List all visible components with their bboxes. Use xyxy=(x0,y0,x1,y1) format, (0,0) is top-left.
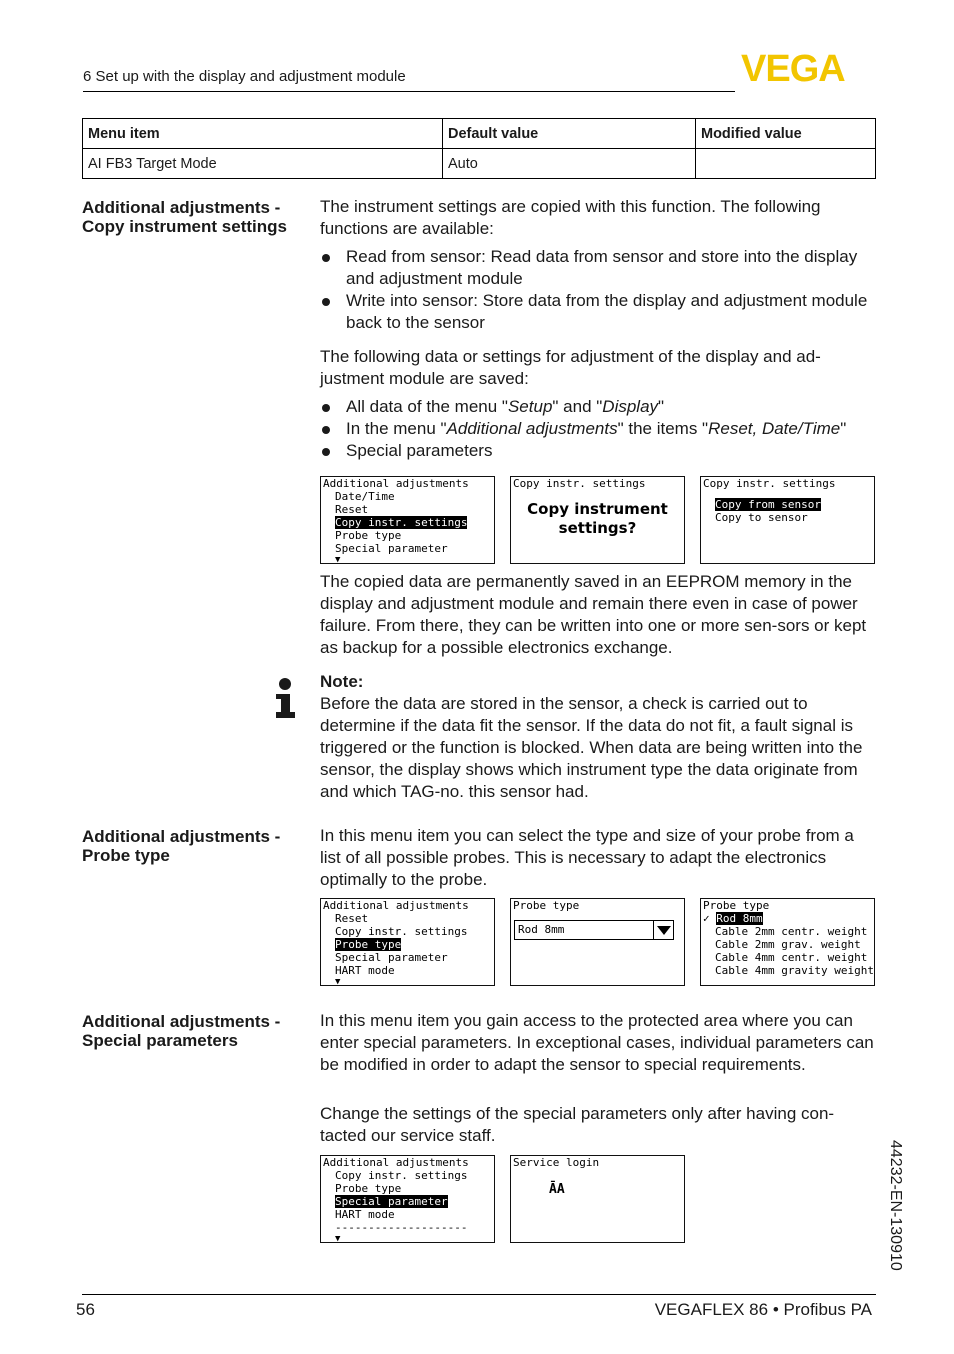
menu-item: Copy to sensor xyxy=(715,511,808,524)
menu-item: HART mode xyxy=(335,1208,395,1221)
note-text: Before the data are stored in the sensor, a check is carried out to determine if the data fit the sensor. If the data do not fit, a fault signal is triggered or the function is blocked. When data are being written into the sensor, the display shows which instrument type the data originate from and which TAG-no. this sensor had. xyxy=(320,694,863,801)
menu-item: Probe type xyxy=(335,1182,402,1195)
section-title: 6 Set up with the display and adjustment module xyxy=(83,68,406,85)
probe-type-dropdown xyxy=(514,920,674,940)
cell-menu-item: AI FB3 Target Mode xyxy=(83,149,443,179)
dropdown-value: Rod 8mm xyxy=(518,923,565,936)
page-number: 56 xyxy=(76,1300,95,1319)
lcd-screen-service-login xyxy=(510,1155,685,1243)
heading-line: Additional adjustments - xyxy=(82,1012,281,1031)
lcd-screen-probe-type-list xyxy=(700,898,875,986)
screen-title: Probe type xyxy=(513,899,580,912)
heading-line: Additional adjustments - xyxy=(82,827,281,846)
menu-item-selected: Copy from sensor xyxy=(715,498,821,511)
col-default-value: Default value xyxy=(443,119,696,149)
menu-item: Reset xyxy=(335,503,369,516)
confirm-question: Copy instrument settings? xyxy=(527,500,668,537)
menu-item: Cable 4mm centr. weight xyxy=(715,951,868,964)
screen-title: Additional adjustments xyxy=(323,899,469,912)
menu-item-selected: Rod 8mm xyxy=(716,912,763,925)
menu-item: Special parameter xyxy=(335,951,448,964)
menu-item: Cable 2mm grav. weight xyxy=(715,938,861,951)
table-header-row xyxy=(83,119,876,149)
eeprom-text: The copied data are permanently saved in an EEPROM memory in the display and adjustment module and remain there even in case of power failure. From there, they can be written into one or more sen-sors or kept as backup for a possible electronics exchange. xyxy=(320,572,867,657)
header-rule xyxy=(83,91,735,92)
svg-text:44232-EN-130910: 44232-EN-130910 xyxy=(887,1140,904,1271)
list-item: Special parameters xyxy=(320,440,876,462)
menu-item-selected: Probe type xyxy=(335,938,402,951)
heading-line: Special parameters xyxy=(82,1031,238,1050)
copy-functions-list xyxy=(320,246,876,334)
cell-default-value: Auto xyxy=(443,149,696,179)
scroll-down-icon: ▼ xyxy=(335,977,341,987)
screen-title: Service login xyxy=(513,1156,600,1169)
menu-item-selected: Copy instr. settings xyxy=(335,516,468,529)
login-input: ĀA xyxy=(549,1182,565,1197)
logo-text: VEGA xyxy=(741,48,845,90)
lcd-screen-copy-confirm xyxy=(510,476,685,564)
lcd-screen-additional-adjustments xyxy=(320,476,495,564)
special-params-text: In this menu item you gain access to the protected area where you can enter special parameters. In exceptional cases, individual parameters can be modified in order to adapt the sensor to special requirements. xyxy=(320,1011,874,1074)
copy-settings-intro: The instrument settings are copied with this function. The following functions are available: xyxy=(320,197,821,238)
table-row xyxy=(83,149,876,179)
vega-logo xyxy=(741,48,873,90)
list-item: Write into sensor: Store data from the display and adjustment module back to the sensor xyxy=(320,290,876,334)
info-icon xyxy=(275,678,297,720)
heading-line: Copy instrument settings xyxy=(82,217,287,236)
menu-item: Cable 4mm gravity weight xyxy=(715,964,874,977)
copy-settings-heading xyxy=(82,198,312,236)
saved-items-list xyxy=(320,396,876,462)
scroll-down-icon: ▼ xyxy=(335,555,341,565)
cell-modified-value xyxy=(696,149,876,179)
menu-item: Cable 2mm centr. weight xyxy=(715,925,868,938)
heading-line: Probe type xyxy=(82,846,170,865)
document-code xyxy=(868,1140,902,1292)
product-name: VEGAFLEX 86 • Profibus PA xyxy=(654,1300,872,1319)
list-item: All data of the menu "Setup" and "Display" xyxy=(320,396,876,418)
divider-line: -------------------- xyxy=(335,1221,468,1234)
check-icon: ✓ xyxy=(703,912,710,925)
heading-line: Additional adjustments - xyxy=(82,198,281,217)
saved-intro: The following data or settings for adjustment of the display and ad-justment module are saved: xyxy=(320,347,821,388)
screen-title: Copy instr. settings xyxy=(703,477,836,490)
screen-title: Additional adjustments xyxy=(323,1156,469,1169)
menu-item: Special parameter xyxy=(335,542,448,555)
screen-title: Copy instr. settings xyxy=(513,477,646,490)
lcd-screen-additional-adjustments-probe xyxy=(320,898,495,986)
special-params-heading xyxy=(82,1012,312,1050)
menu-item: Date/Time xyxy=(335,490,395,503)
lcd-screen-probe-type-select xyxy=(510,898,685,986)
menu-item: HART mode xyxy=(335,964,395,977)
scroll-down-icon: ▼ xyxy=(335,1234,341,1244)
special-params-warning: Change the settings of the special parameters only after having con-tacted our service staff. xyxy=(320,1104,835,1145)
list-item: In the menu "Additional adjustments" the items "Reset, Date/Time" xyxy=(320,418,876,440)
list-item: Read from sensor: Read data from sensor and store into the display and adjustment module xyxy=(320,246,876,290)
menu-item: Probe type xyxy=(335,529,402,542)
probe-type-heading xyxy=(82,827,312,865)
probe-type-text: In this menu item you can select the type and size of your probe from a list of all possible probes. This is necessary to adapt the electronics optimally to the probe. xyxy=(320,826,854,889)
menu-item: Copy instr. settings xyxy=(335,925,468,938)
dropdown-arrow-icon xyxy=(653,921,673,939)
screen-title: Probe type xyxy=(703,899,770,912)
lcd-screen-copy-options xyxy=(700,476,875,564)
settings-table xyxy=(82,118,876,179)
col-menu-item: Menu item xyxy=(83,119,443,149)
menu-item: Copy instr. settings xyxy=(335,1169,468,1182)
col-modified-value: Modified value xyxy=(696,119,876,149)
screen-title: Additional adjustments xyxy=(323,477,469,490)
lcd-screen-additional-adjustments-special xyxy=(320,1155,495,1243)
note-label: Note: xyxy=(320,672,364,691)
footer-rule xyxy=(82,1294,876,1295)
menu-item: Reset xyxy=(335,912,369,925)
menu-item-selected: Special parameter xyxy=(335,1195,448,1208)
